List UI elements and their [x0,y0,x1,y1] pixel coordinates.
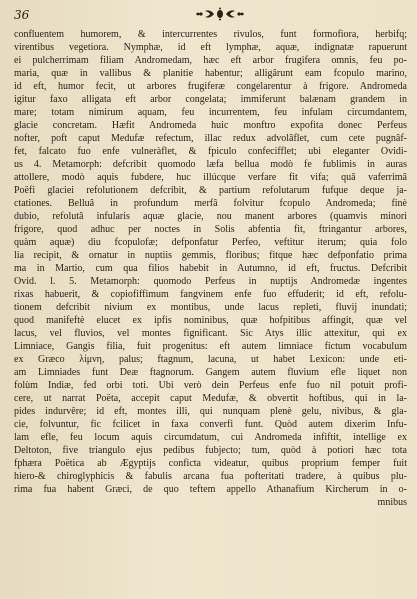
body-text [14,28,407,509]
text-line: lam efle, feu locum aquis circumdatum, cui Andromeda infiftit, intellige ex [14,432,407,443]
text-line: rima fua habent Græci, de quo teftem appello Athanafium Kircherum in o- [14,484,407,495]
text-line: ctationes. Belluâ in profundum merfâ folvitur fcopulo Andromeda; finè [14,198,407,209]
page-number: 36 [14,8,30,22]
text-line: am Limniades funt Deæ ftagnorum. Gangem autem fluvium efle liquet non [14,367,407,378]
text-line: rixas habuerit, & copiofiffimum fangvinem enfe fuo effuderit; id eft, refolu- [14,289,407,300]
text-line: cere, ut narrat Poëta, accepit caput Medufæ, & obvertit hoftibus, qui in la- [14,393,407,404]
text-line: dubio, refolutâ infularis aquæ glacie, nou manent arbores (quamvis minori [14,211,407,222]
text-line: ex Græco λίμνη, palus; ftagnum, lacuna, ut habet Lexicon: unde eti- [14,354,407,365]
page-header [14,6,407,28]
text-line: Ovid. l. 5. Metamorph: quomodo Perfeus in nuptijs Andromedæ ingentes [14,276,407,287]
text-line: Poëfi glaciei refolutionem defcribit, & partium refolutarum fufque deque ja- [14,185,407,196]
text-line: nofter, poft caput Medufæ refectum, illac redux advolâflet, cum cete pugnâf- [14,133,407,144]
text-line: folùm Indiæ, fed orbi toti. Ubi verò dein Perfeus enfe fuo nil potuit profi- [14,380,407,391]
text-line: us 4. Metamorph: defcribit quomodo læfa bellua modò fe fublimis in auras [14,159,407,170]
text-line: fphæra Poëtica ab Ægyptijs conficta videatur, quibus proprium femper fuit [14,458,407,469]
ornament-icon [192,7,248,21]
text-line: id eft, humor fecit, ut arbores frugiferæ congelarentur à frigore. Andromeda [14,81,407,92]
text-line: Limniace, Gangis filia, fuit progenitus: eft autem limniace fictum vocabulum [14,341,407,352]
text-line: maria, quæ in vallibus & planitie habentur; alligârunt eam fcopulo marino, [14,68,407,79]
text-line: tionem defcribit nivium ex montibus, unde lacus repleti, fluvij inundati; [14,302,407,313]
text-line: ei pulcherrimam filiam Andromedam, hæc eft arbor frugifera omnis, feu po- [14,55,407,66]
text-line: Deltoton, five triangulo ejus pedibus fubjecto; tum, quòd à potiori hæc tota [14,445,407,456]
text-line: quod manifeftè elucet ex ipfis nominibus, quæ hofpitibus affingit, quæ vel [14,315,407,326]
text-line: mnibus [377,497,407,508]
text-line: igitur faxo alligata eft arbor congelata; immiferunt balænam grandem in [14,94,407,105]
text-line: cie, folvuntur, fic fcilicet in faxa converfi funt. Quòd autem dixerim Infu- [14,419,407,430]
text-line: virentibus vegetiora. Nymphæ, id eft lymphæ, aquæ, indignatæ rapuerunt [14,42,407,53]
text-line: quàm aquæ) diu fcopulofæ; defponfatur Perfeo, veftitur iterum; quia folo [14,237,407,248]
text-line: confluentem humorem, & intercurrentes rivulos, funt formofiora, herbifq; [14,29,407,40]
text-line: frigore, quod adhuc per noctes in Solis abfentia fit, ftringantur arbores, [14,224,407,235]
text-line: lia recipit, & ornatur in nuptiis gemmis, floribus; fitque hæc defponfatio prima [14,250,407,261]
text-line: lacus, vel fluvios, vel montes fignificant. Sic Atys illic attexitur, qui ex [14,328,407,339]
text-line: hiero-& chiroglyphicis & fabulis arcana fua pofteritati tradere, à quibus plu- [14,471,407,482]
text-line: mare; totam nimirum aquam, feu incurrentem, feu infulam circumdantem, [14,107,407,118]
text-line: glacie concretam. Hæfit Andromeda huic monftro expofita donec Perfeus [14,120,407,131]
text-line: ma in Martio, cum qua filios habebit in Autumno, id eft, fructus. Defcribit [14,263,407,274]
text-line: attollere, modò aquis fubdere, huc illúcque verfare fit vifa; quâ vaferrimâ [14,172,407,183]
text-line: pides indurvêre; id eft, montes illi, qui nunquam plenè gelu, nivibus, & gla- [14,406,407,417]
text-line: fet, falcato fuo enfe vulneràflet, & fpiculo confecifflet; ubi eleganter Ovidi- [14,146,407,157]
